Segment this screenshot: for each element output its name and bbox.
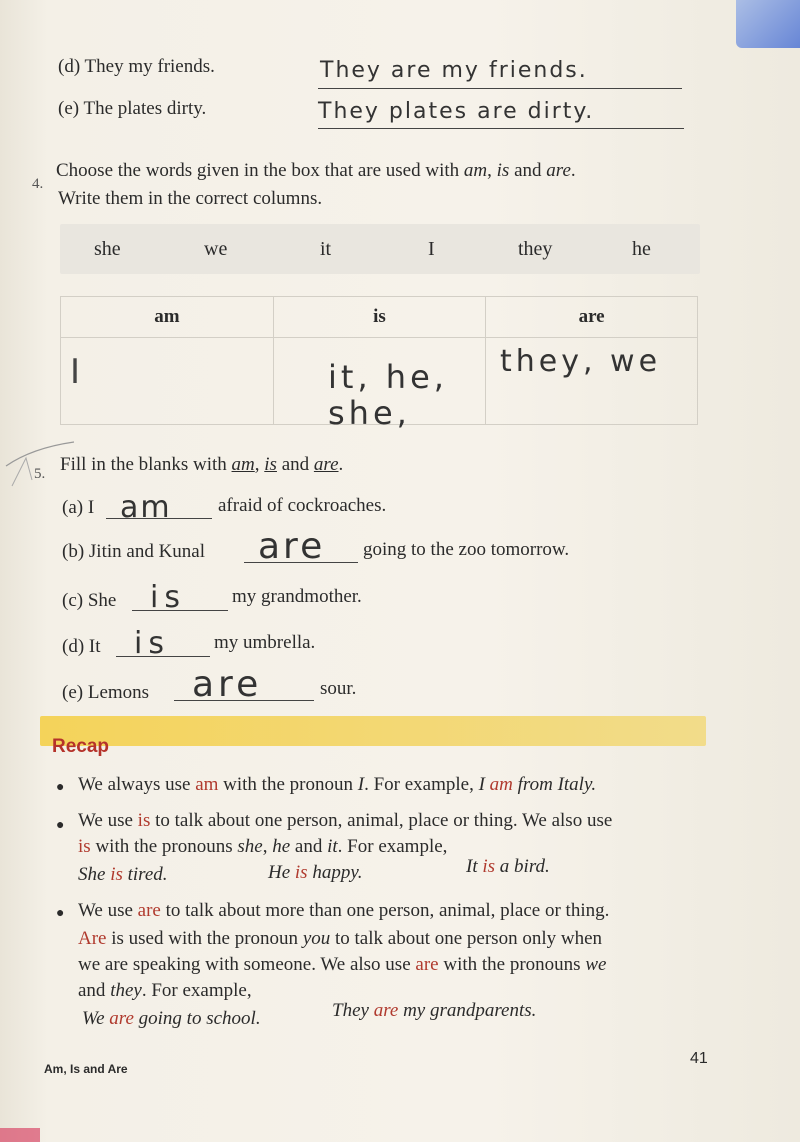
q3-e-label: (e) The plates dirty. bbox=[58, 98, 207, 119]
bullet-icon: ● bbox=[56, 818, 65, 833]
recap-b3-example2: They are my grandparents. bbox=[332, 1000, 537, 1021]
recap-b3-line3: we are speaking with someone. We also use are with the pronouns we bbox=[78, 954, 607, 975]
word-i: I bbox=[428, 238, 435, 260]
q5-a-text: afraid of cockroaches. bbox=[218, 495, 387, 516]
q4-instruction-line2: Write them in the correct columns. bbox=[58, 188, 323, 209]
q3-d-blank[interactable] bbox=[318, 88, 682, 89]
recap-b3-line2: Are is used with the pronoun you to talk about one person only when bbox=[78, 928, 603, 949]
q5-d-text: my umbrella. bbox=[214, 632, 316, 653]
q5-e-answer: are bbox=[192, 664, 263, 705]
q5-d-answer: is bbox=[134, 626, 170, 661]
col-header-am: am bbox=[61, 297, 274, 338]
q5-c-text: my grandmother. bbox=[232, 586, 362, 607]
answer-am: I bbox=[70, 352, 83, 392]
q5-number: 5. bbox=[34, 466, 46, 482]
q5-d-label: (d) It bbox=[62, 636, 101, 657]
recap-b3-line4: and they. For example, bbox=[78, 980, 252, 1001]
recap-b2-line2: is with the pronouns she, he and it. For example, bbox=[78, 836, 448, 857]
word-he: he bbox=[632, 238, 651, 260]
word-box bbox=[60, 224, 700, 274]
page-edge bbox=[0, 1128, 40, 1142]
q3-e-blank[interactable] bbox=[318, 128, 684, 129]
word-we: we bbox=[204, 238, 228, 260]
answer-is-line1: it, he, bbox=[328, 358, 448, 396]
recap-b2-example2: He is happy. bbox=[268, 862, 363, 883]
bullet-icon: ● bbox=[56, 906, 65, 921]
page-number: 41 bbox=[690, 1050, 708, 1067]
q5-instruction: Fill in the blanks with am, is and are. bbox=[60, 454, 344, 475]
chapter-footer: Am, Is and Are bbox=[44, 1062, 128, 1076]
recap-b3-example1: We are going to school. bbox=[82, 1008, 261, 1029]
q4-number: 4. bbox=[32, 176, 44, 192]
recap-b2-line1: We use is to talk about one person, animal, place or thing. We also use bbox=[78, 810, 613, 831]
recap-banner bbox=[40, 716, 706, 746]
recap-b1-line1: We always use am with the pronoun I. For example, I am from Italy. bbox=[78, 774, 597, 795]
recap-b2-example1: She is tired. bbox=[78, 864, 168, 885]
q4-instruction-line1: Choose the words given in the box that are used with am, is and are. bbox=[56, 160, 576, 181]
q5-a-label: (a) I bbox=[62, 497, 95, 518]
bullet-icon: ● bbox=[56, 780, 65, 795]
page-corner-tab bbox=[736, 0, 800, 48]
q5-a-answer: am bbox=[120, 490, 172, 525]
answer-are: they, we bbox=[500, 344, 662, 379]
recap-b2-example3: It is a bird. bbox=[466, 856, 550, 877]
word-it: it bbox=[320, 238, 332, 260]
recap-b3-line1: We use are to talk about more than one person, animal, place or thing. bbox=[78, 900, 610, 921]
col-header-is: is bbox=[273, 297, 486, 338]
q5-c-label: (c) She bbox=[62, 590, 117, 611]
q5-b-text: going to the zoo tomorrow. bbox=[363, 539, 570, 560]
word-she: she bbox=[94, 238, 121, 260]
recap-title: Recap bbox=[52, 736, 110, 757]
q3-e-answer: They plates are dirty. bbox=[318, 99, 595, 124]
q5-b-label: (b) Jitin and Kunal bbox=[62, 541, 206, 562]
q5-c-answer: is bbox=[150, 580, 186, 615]
q5-e-label: (e) Lemons bbox=[62, 682, 150, 703]
answer-is-line2: she, bbox=[328, 394, 411, 432]
word-they: they bbox=[518, 238, 553, 260]
col-header-are: are bbox=[486, 297, 698, 338]
q5-e-text: sour. bbox=[320, 678, 357, 699]
q3-d-label: (d) They my friends. bbox=[58, 56, 215, 77]
q5-b-answer: are bbox=[258, 526, 326, 567]
q3-d-answer: They are my friends. bbox=[320, 58, 588, 83]
cell-am[interactable] bbox=[61, 338, 274, 425]
